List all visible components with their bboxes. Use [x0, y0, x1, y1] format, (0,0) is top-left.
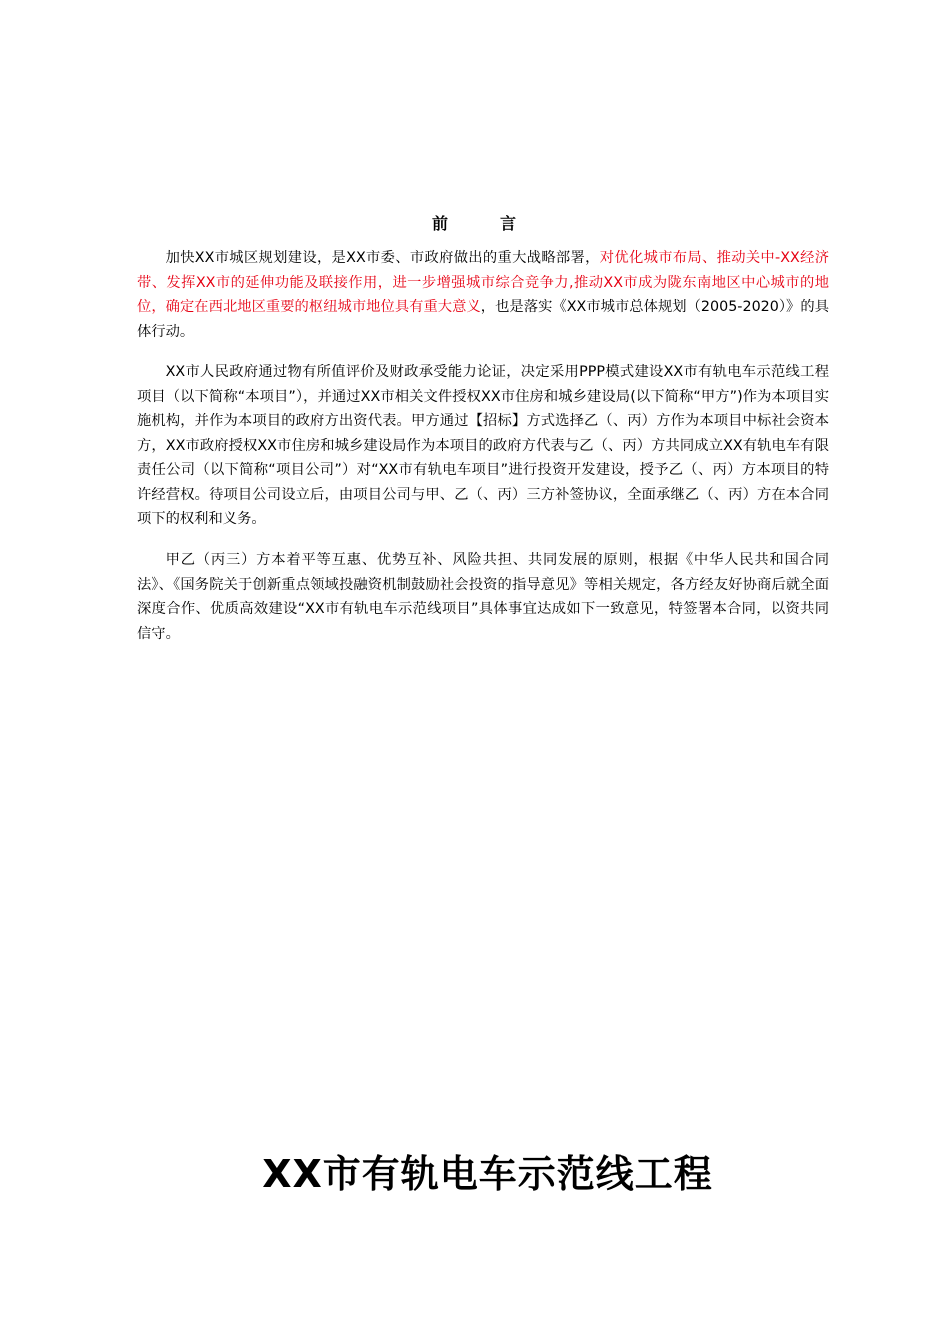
cover-title: XX市有轨电车示范线工程	[262, 1152, 713, 1196]
preface-paragraph-2: XX市人民政府通过物有所值评价及财政承受能力论证，决定采用PPP模式建设XX市有轨电车示范线工程项目（以下简称“本项目”），并通过XX市相关文件授权XX市住房和城乡建设局(以下简称“甲方”)作为本项目实施机构，并作为本项目的政府方出资代表。甲方通过【招标】方式选择乙（、丙）方作为本项目中标社会资本方，XX市政府授权XX市住房和城乡建设局作为本项目的政府方代表与乙（、丙）方共同成立XX有轨电车有限责任公司（以下简称“项目公司”）对“XX市有轨电车项目”进行投资开发建设，授予乙（、丙）方本项目的特许经营权。待项目公司设立后，由项目公司与甲、乙（、丙）三方补签协议，全面承继乙（、丙）方在本合同项下的权利和义务。	[137, 364, 829, 527]
preface-heading-char-2: 言	[500, 214, 519, 233]
paragraph-1-ending: ，也是落实《XX市城市总体规划（2005-2020）》的具体行动。	[137, 299, 830, 340]
paragraph-1-intro: 加快XX市城区规划建设，是XX市委、市政府做出的重大战略部署，	[165, 250, 600, 266]
preface-paragraph-1	[137, 246, 829, 344]
preface-heading	[0, 212, 950, 236]
paragraph-1-highlight: 对优化城市布局、推动关中-XX经济带、发挥XX市的延伸功能及联接作用，进一步增强城市综合竞争力,推动XX市成为陇东南地区中心城市的地位，确定在西北地区重要的枢纽城市地位具有重大意义	[137, 250, 829, 315]
preface-heading-char-1: 前	[431, 214, 450, 233]
preface-paragraph-3: 甲乙（丙三）方本着平等互惠、优势互补、风险共担、共同发展的原则，根据《中华人民共和国合同法》、《国务院关于创新重点领域投融资机制鼓励社会投资的指导意见》等相关规定，各方经友好协商后就全面深度合作、优质高效建设“XX市有轨电车示范线项目”具体事宜达成如下一致意见，特签署本合同，以资共同信守。	[137, 552, 829, 642]
